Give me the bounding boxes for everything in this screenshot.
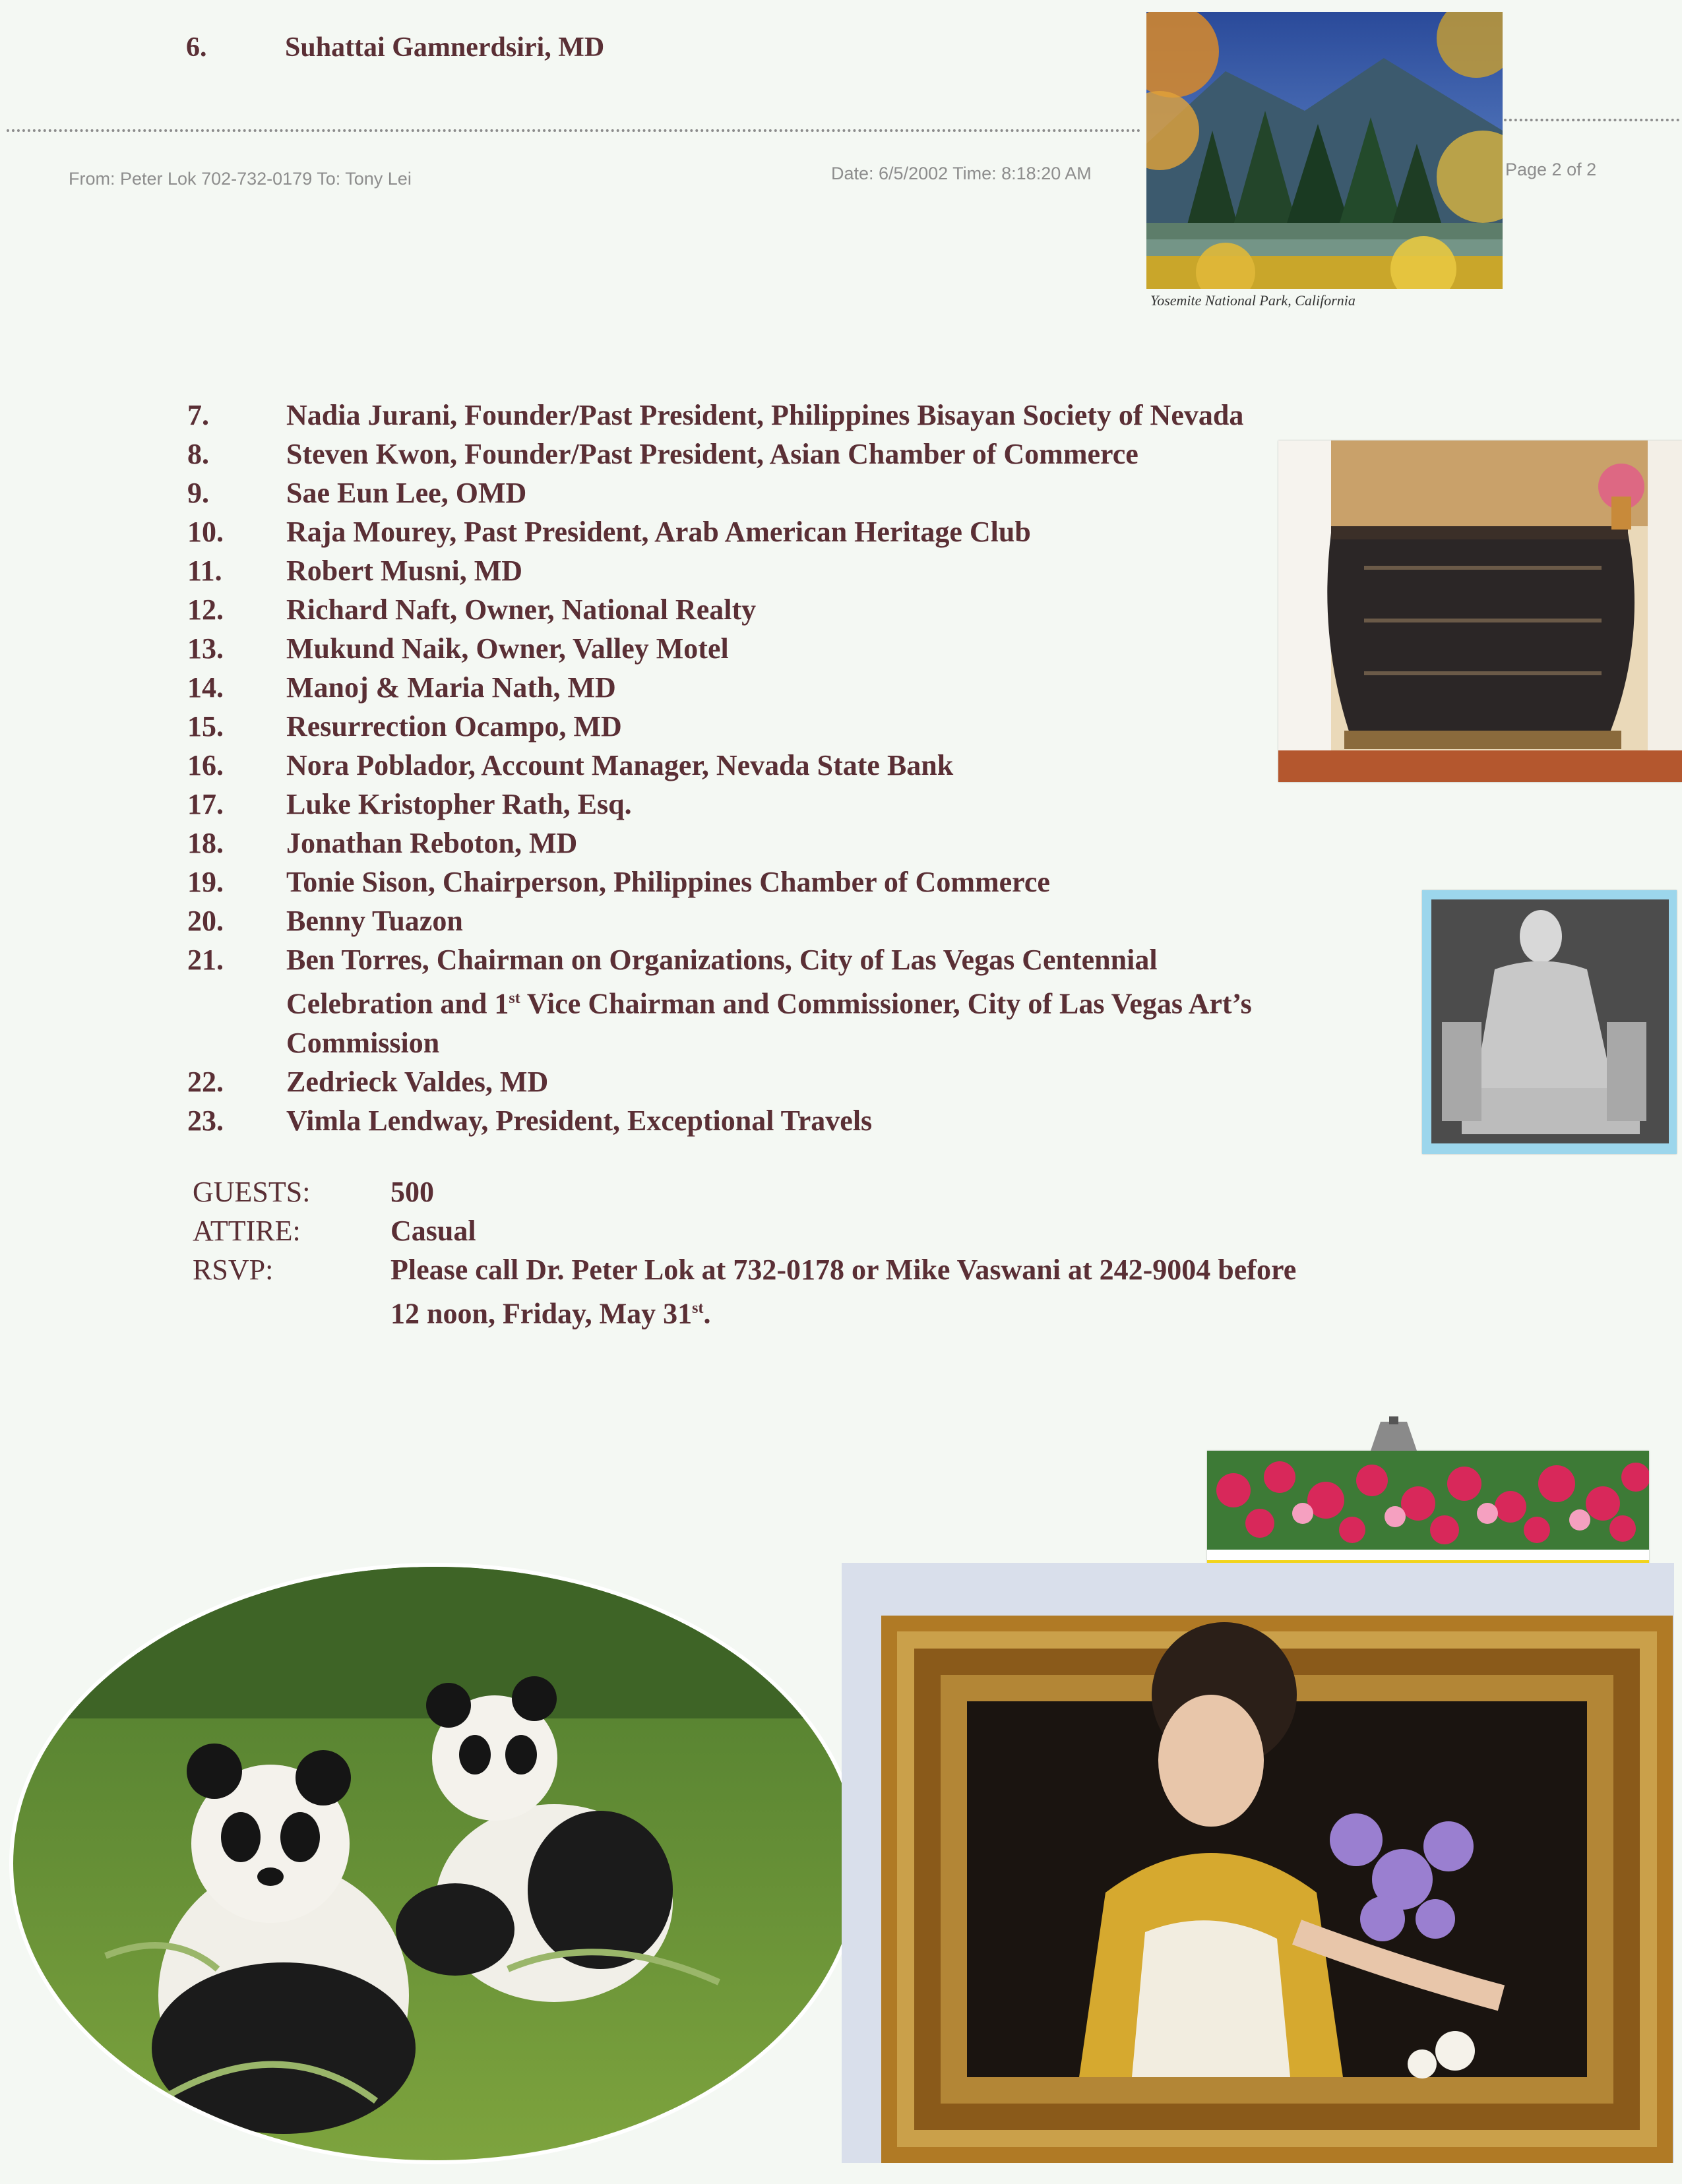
list-item [187, 863, 1441, 901]
yosemite-photo [1146, 12, 1503, 315]
petunia-flowers-image [1207, 1451, 1649, 1573]
monument-image [1364, 1416, 1423, 1451]
attire-value: Casual [390, 1215, 476, 1247]
list-item [187, 1101, 1441, 1140]
entry-text: Raja Mourey, Past President, Arab American Heritage Club [286, 516, 1031, 548]
entry-text: Manoj & Maria Nath, MD [286, 671, 616, 704]
list-item [187, 940, 1441, 1062]
event-details [193, 1172, 1393, 1333]
rsvp-value [390, 1250, 1393, 1333]
list-item [187, 473, 1441, 512]
fax-datetime: Date: 6/5/2002 Time: 8:18:20 AM [831, 164, 1092, 183]
entry-text: Zedrieck Valdes, MD [286, 1065, 549, 1098]
rsvp-line2-sup: st [692, 1300, 704, 1317]
entry21-line2 [286, 979, 1441, 1023]
entry-text: Sae Eun Lee, OMD [286, 477, 527, 509]
list-item [187, 512, 1441, 551]
entry-number: 9. [187, 477, 209, 509]
entry-number-6: 6. [186, 32, 207, 63]
entry21-line3: Commission [286, 1026, 440, 1059]
entry-text [286, 940, 1441, 1062]
list-item [187, 668, 1441, 707]
rsvp-line2-start: 12 noon, Friday, May 31 [390, 1297, 693, 1330]
entry-number: 15. [187, 710, 224, 743]
attendee-list [187, 396, 1441, 1140]
entry-number: 13. [187, 632, 224, 665]
attire-row [193, 1211, 1393, 1250]
list-item [187, 551, 1441, 590]
woman-portrait-painting-image [842, 1563, 1674, 2163]
list-item [187, 824, 1441, 863]
entry-number: 12. [187, 593, 224, 626]
guests-row [193, 1172, 1393, 1211]
entry-number: 8. [187, 438, 209, 470]
entry-number: 21. [187, 944, 224, 976]
fax-page: Page 2 of 2 [1505, 160, 1597, 179]
rsvp-line2-end: . [703, 1297, 711, 1330]
rsvp-line1: Please call Dr. Peter Lok at 732-0178 or Mike Vaswani at 242-9004 before [390, 1254, 1297, 1286]
guests-label: GUESTS: [193, 1176, 311, 1208]
guests-value: 500 [390, 1176, 434, 1208]
list-item [187, 785, 1441, 824]
rsvp-row [193, 1250, 1393, 1333]
entry-text: Steven Kwon, Founder/Past President, Asian Chamber of Commerce [286, 438, 1138, 470]
entry-number: 17. [187, 788, 224, 820]
entry-text: Resurrection Ocampo, MD [286, 710, 622, 743]
entry21-line2-sup: st [509, 990, 520, 1007]
list-item [187, 590, 1441, 629]
dresser-image [1278, 440, 1682, 782]
monument-cutout [1364, 1416, 1423, 1451]
entry-text: Robert Musni, MD [286, 555, 523, 587]
fax-divider-right [1504, 119, 1679, 121]
lincoln-statue-image [1422, 890, 1677, 1154]
pandas-image [7, 1560, 864, 2167]
rsvp-label: RSVP: [193, 1254, 274, 1286]
pandas-photo [7, 1560, 864, 2167]
entry-number: 23. [187, 1104, 224, 1137]
framed-painting-photo [842, 1563, 1674, 2163]
fax-from: From: Peter Lok 702-732-0179 To: Tony Lei [69, 169, 412, 189]
entry-name-6: Suhattai Gamnerdsiri, MD [285, 32, 605, 63]
entry-text: Jonathan Reboton, MD [286, 827, 578, 859]
list-item [187, 1062, 1441, 1101]
attire-label: ATTIRE: [193, 1215, 301, 1247]
entry-number: 10. [187, 516, 224, 548]
list-item [187, 435, 1441, 473]
yosemite-caption: Yosemite National Park, California [1150, 292, 1355, 309]
entry-number: 11. [187, 555, 222, 587]
entry-text: Luke Kristopher Rath, Esq. [286, 788, 632, 820]
dresser-photo [1278, 440, 1682, 782]
fax-divider-left [7, 129, 1141, 132]
entry21-line2-end: Vice Chairman and Commissioner, City of Las Vegas Art’s [520, 987, 1252, 1020]
list-item [187, 396, 1441, 435]
entry-number: 20. [187, 905, 224, 937]
entry21-line1: Ben Torres, Chairman on Organizations, City of Las Vegas Centennial [286, 944, 1158, 976]
entry-text: Mukund Naik, Owner, Valley Motel [286, 632, 729, 665]
list-item [187, 901, 1441, 940]
flower-strip-photo [1207, 1451, 1649, 1573]
list-item [187, 629, 1441, 668]
entry-text: Nora Poblador, Account Manager, Nevada State Bank [286, 749, 954, 781]
entry-text: Benny Tuazon [286, 905, 463, 937]
entry-number: 19. [187, 866, 224, 898]
entry-number: 14. [187, 671, 224, 704]
entry-text: Nadia Jurani, Founder/Past President, Philippines Bisayan Society of Nevada [286, 399, 1244, 431]
entry21-line2-start: Celebration and 1 [286, 987, 509, 1020]
entry-number: 22. [187, 1065, 224, 1098]
lincoln-memorial-photo [1422, 890, 1677, 1154]
entry-number: 18. [187, 827, 224, 859]
entry-number: 7. [187, 399, 209, 431]
entry-text: Richard Naft, Owner, National Realty [286, 593, 757, 626]
list-item [187, 707, 1441, 746]
list-item [187, 746, 1441, 785]
entry-text: Vimla Lendway, President, Exceptional Travels [286, 1104, 873, 1137]
yosemite-landscape-image [1146, 12, 1503, 289]
entry-text: Tonie Sison, Chairperson, Philippines Chamber of Commerce [286, 866, 1050, 898]
rsvp-line2 [390, 1289, 1393, 1333]
entry-number: 16. [187, 749, 224, 781]
